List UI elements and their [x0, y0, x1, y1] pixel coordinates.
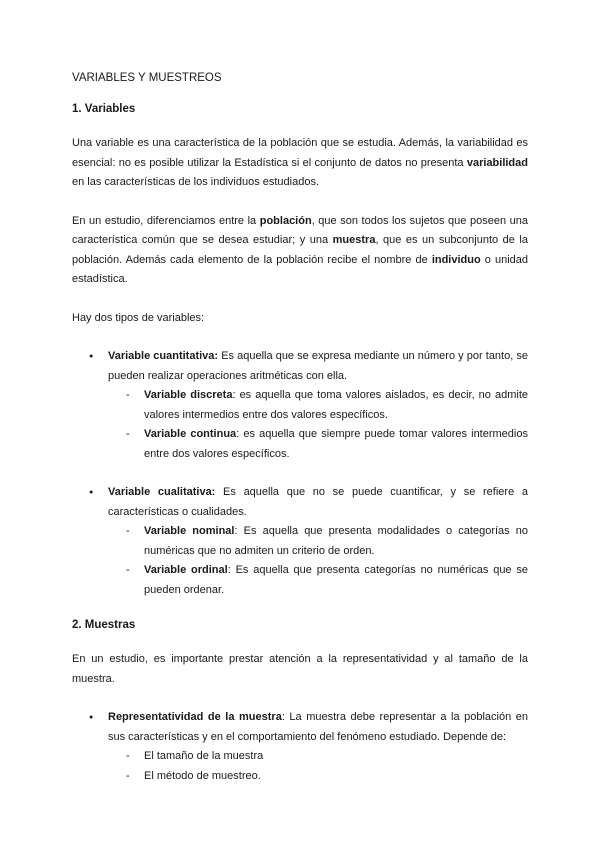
sublist-representatividad: [108, 747, 528, 786]
paragraph-poblacion-muestra: En un estudio, diferenciamos entre la población, que son todos los sujetos que poseen una característica común que se desea estudiar; y una muestra, que es un subconjunto de la población. Además cada elemento de la población recibe el nombre de individuo o unidad estadística.: [72, 214, 529, 285]
list-item-representatividad: ● Representatividad de la muestra: La muestra debe representar a la población en sus características y en el comportamiento del fenómeno estudiado. Depende de: - El tamaño de la muestra - El método de muestreo.: [72, 708, 528, 786]
variable-types-list: [72, 347, 528, 600]
list-item-cualitativa: ● Variable cualitativa: Es aquella que no se puede cuantificar, y se refiere a características o cualidades. - Variable nominal: Es aquella que presenta modalidades o categorías no numéricas que no admiten un criterio de orden. - Variable ordinal: Es aquella que presenta categorías no numéricas que se pueden ordenar.: [72, 483, 528, 600]
list-item-discreta: - Variable discreta: es aquella que toma valores aislados, es decir, no admite valores intermedios entre dos valores específicos.: [108, 386, 528, 425]
paragraph-muestras-intro: En un estudio, es importante prestar atención a la representatividad y al tamaño de la muestra.: [72, 653, 528, 685]
list-item-nominal: - Variable nominal: Es aquella que presenta modalidades o categorías no numéricas que no admiten un criterio de orden.: [108, 522, 528, 561]
term-variabilidad: variabilidad: [466, 156, 528, 169]
sublist-cuantitativa: [108, 386, 528, 464]
paragraph-variable-definition: Una variable es una característica de la población que se estudia. Además, la variabilidad es esencial: no es posible utilizar la Estadística si el conjunto de datos no presenta variabilidad en las características de los individuos estudiados.: [72, 137, 528, 188]
list-item-cuantitativa: ● Variable cuantitativa: Es aquella que se expresa mediante un número y por tanto, se pueden realizar operaciones aritméticas con ella. - Variable discreta: es aquella que toma valores aislados, es decir, no admite valores intermedios entre dos valores específicos. - Variable continua: es aquella que siempre puede tomar valores intermedios entre dos valores específicos.: [72, 347, 528, 464]
list-item-ordinal: - Variable ordinal: Es aquella que presenta categorías no numéricas que se pueden ordenar.: [108, 561, 528, 600]
sublist-cualitativa: [108, 522, 528, 600]
list-item-continua: - Variable continua: es aquella que siempre puede tomar valores intermedios entre dos valores específicos.: [108, 425, 528, 464]
section-heading-muestras: 2. Muestras: [72, 619, 136, 631]
document-title: VARIABLES Y MUESTREOS: [72, 72, 222, 84]
muestras-list: [72, 708, 528, 786]
section-heading-variables: 1. Variables: [72, 103, 136, 115]
list-item-tamano: - El tamaño de la muestra: [108, 747, 528, 767]
term-individuo: individuo: [431, 253, 481, 266]
list-item-metodo: - El método de muestreo.: [108, 767, 528, 787]
term-muestra: muestra: [332, 234, 376, 246]
term-poblacion: población: [259, 214, 312, 227]
paragraph-tipos-variables: Hay dos tipos de variables:: [72, 311, 205, 324]
